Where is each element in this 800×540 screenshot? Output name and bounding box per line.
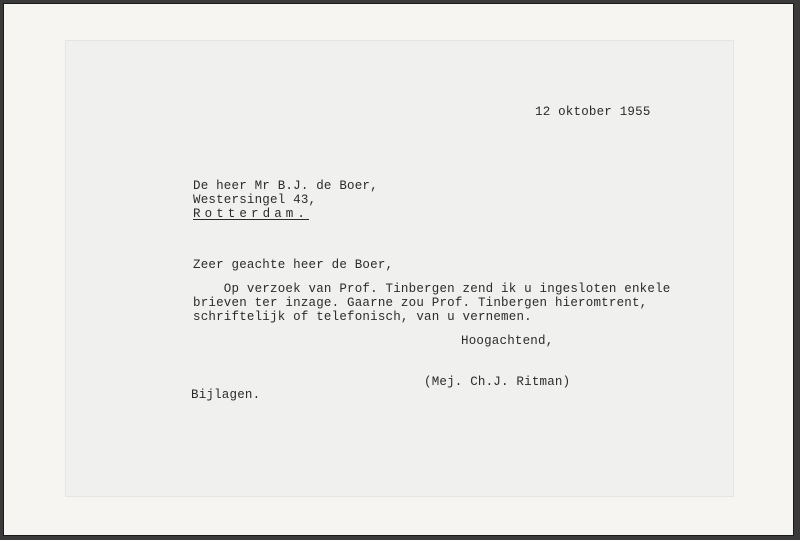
- salutation: Zeer geachte heer de Boer,: [193, 258, 394, 272]
- body-line-1: Op verzoek van Prof. Tinbergen zend ik u ingesloten enkele: [193, 282, 671, 296]
- address-line-2: Westersingel 43,: [193, 193, 317, 207]
- address-city: Rotterdam.: [193, 207, 310, 221]
- signature: (Mej. Ch.J. Ritman): [424, 375, 571, 389]
- enclosures: Bijlagen.: [191, 388, 261, 402]
- body-line-3: schriftelijk of telefonisch, van u vernemen.: [193, 310, 532, 324]
- address-line-1: De heer Mr B.J. de Boer,: [193, 179, 378, 193]
- closing: Hoogachtend,: [461, 334, 554, 348]
- letter-date: 12 oktober 1955: [535, 105, 651, 119]
- body-line-2: brieven ter inzage. Gaarne zou Prof. Tinbergen hieromtrent,: [193, 296, 648, 310]
